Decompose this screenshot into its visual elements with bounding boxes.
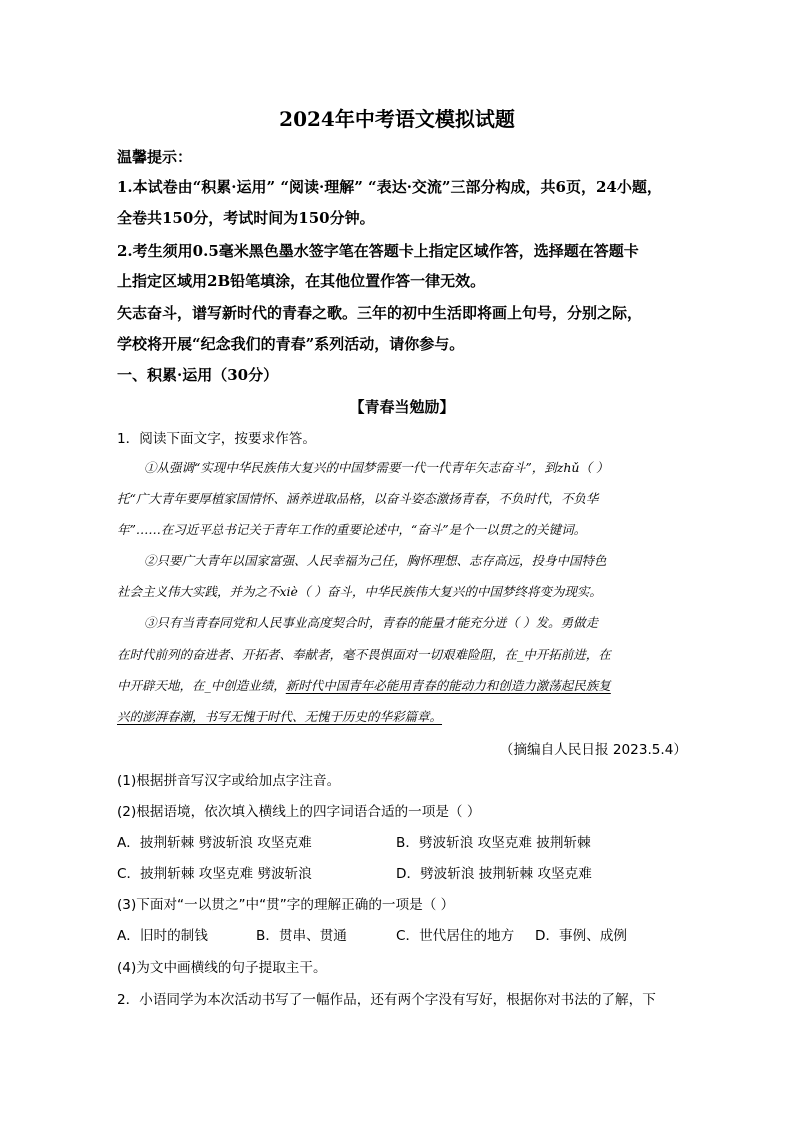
section1-heading: 一、积累·运用（30分） <box>117 366 279 384</box>
q1-passage-p3-line3-plain: 中开辟天地，在_中创造业绩， <box>117 678 286 693</box>
q1-sub3-option-a: A．旧时的制钱 <box>117 928 208 944</box>
q1-underlined-sentence-part2: 兴的澎湃春潮，书写无愧于时代、无愧于历史的华彩篇章。 <box>117 709 443 724</box>
q1-sub2: (2)根据语境，依次填入横线上的四字词语合适的一项是（ ） <box>117 804 481 820</box>
q1-sub2-option-d: D．劈波斩浪 披荆斩棘 攻坚克难 <box>396 866 592 882</box>
intro-line2: 学校将开展“纪念我们的青春”系列活动，请你参与。 <box>117 335 465 353</box>
tips-item1-line1: 1.本试卷由“积累·运用” “阅读·理解” “表达·交流”三部分构成，共6页，24小题， <box>117 178 662 196</box>
intro-line1: 矢志奋斗，谱写新时代的青春之歌。三年的初中生活即将画上句号，分别之际， <box>117 304 643 322</box>
q1-passage-p2-line1: ②只要广大青年以国家富强、人民幸福为己任，胸怀理想、志存高远，投身中国特色 <box>144 553 607 568</box>
q1-sub2-option-c: C．披荆斩棘 攻坚克难 劈波斩浪 <box>117 866 312 882</box>
q1-sub3-option-d: D．事例、成例 <box>535 928 628 944</box>
q1-sub3-option-b: B．贯串、贯通 <box>256 928 347 944</box>
q1-passage-p3-line1: ③只有当青春同党和人民事业高度契合时，青春的能量才能充分迸（ ）发。勇做走 <box>144 615 598 630</box>
q1-underlined-sentence-part1: 新时代中国青年必能用青春的能动力和创造力激荡起民族复 <box>285 678 611 693</box>
q1-sub1: (1)根据拼音写汉字或给加点字注音。 <box>117 773 341 789</box>
page-title: 2024年中考语文模拟试题 <box>279 107 515 131</box>
q1-sub4: (4)为文中画横线的句子提取主干。 <box>117 960 327 976</box>
q1-sub3-option-c: C．世代居住的地方 <box>396 928 515 944</box>
tips-heading: 温馨提示： <box>117 148 193 166</box>
q1-sub3: (3)下面对“一以贯之”中“贯”字的理解正确的一项是（ ） <box>117 897 455 913</box>
q1-sub2-options-row1 <box>117 831 687 851</box>
q1-stem: 1．阅读下面文字，按要求作答。 <box>117 431 316 447</box>
q1-passage-p3-line3 <box>117 676 687 694</box>
q1-passage-p3-line2: 在时代前列的奋进者、开拓者、奉献者，毫不畏惧面对一切艰难险阻，在_中开拓前进，在 <box>117 647 611 662</box>
section1-subheading: 【青春当勉励】 <box>349 398 455 416</box>
q1-sub2-option-b: B．劈波斩浪 攻坚克难 披荆斩棘 <box>396 835 591 851</box>
q2-stem: 2．小语同学为本次活动书写了一幅作品，还有两个字没有写好，根据你对书法的了解，下 <box>117 992 656 1008</box>
tips-item2-line2: 上指定区域用2B铅笔填涂，在其他位置作答一律无效。 <box>117 272 486 290</box>
tips-item1-line2: 全卷共150分，考试时间为150分钟。 <box>117 209 375 227</box>
q1-passage-p1-line1: ①从强调“实现中华民族伟大复兴的中国梦需要一代一代青年矢志奋斗”，到zhǔ（ ） <box>144 460 609 475</box>
q1-sub2-options-row2 <box>117 862 687 882</box>
q1-sub3-options <box>117 924 687 944</box>
q1-passage-p2-line2: 社会主义伟大实践，并为之不xiè（ ）奋斗，中华民族伟大复兴的中国梦终将变为现实。 <box>117 584 602 599</box>
q1-source: （摘编自人民日报 2023.5.4） <box>499 742 687 758</box>
q1-passage-p1-line2: 托“广大青年要厚植家国情怀、涵养进取品格，以奋斗姿态激扬青春，不负时代，不负华 <box>117 491 599 506</box>
q1-passage-p1-line3: 年”……在习近平总书记关于青年工作的重要论述中，“奋斗”是个一以贯之的关键词。 <box>117 522 587 537</box>
tips-item2-line1: 2.考生须用0.5毫米黑色墨水签字笔在答题卡上指定区域作答，选择题在答题卡 <box>117 242 639 260</box>
q1-sub2-option-a: A．披荆斩棘 劈波斩浪 攻坚克难 <box>117 835 312 851</box>
